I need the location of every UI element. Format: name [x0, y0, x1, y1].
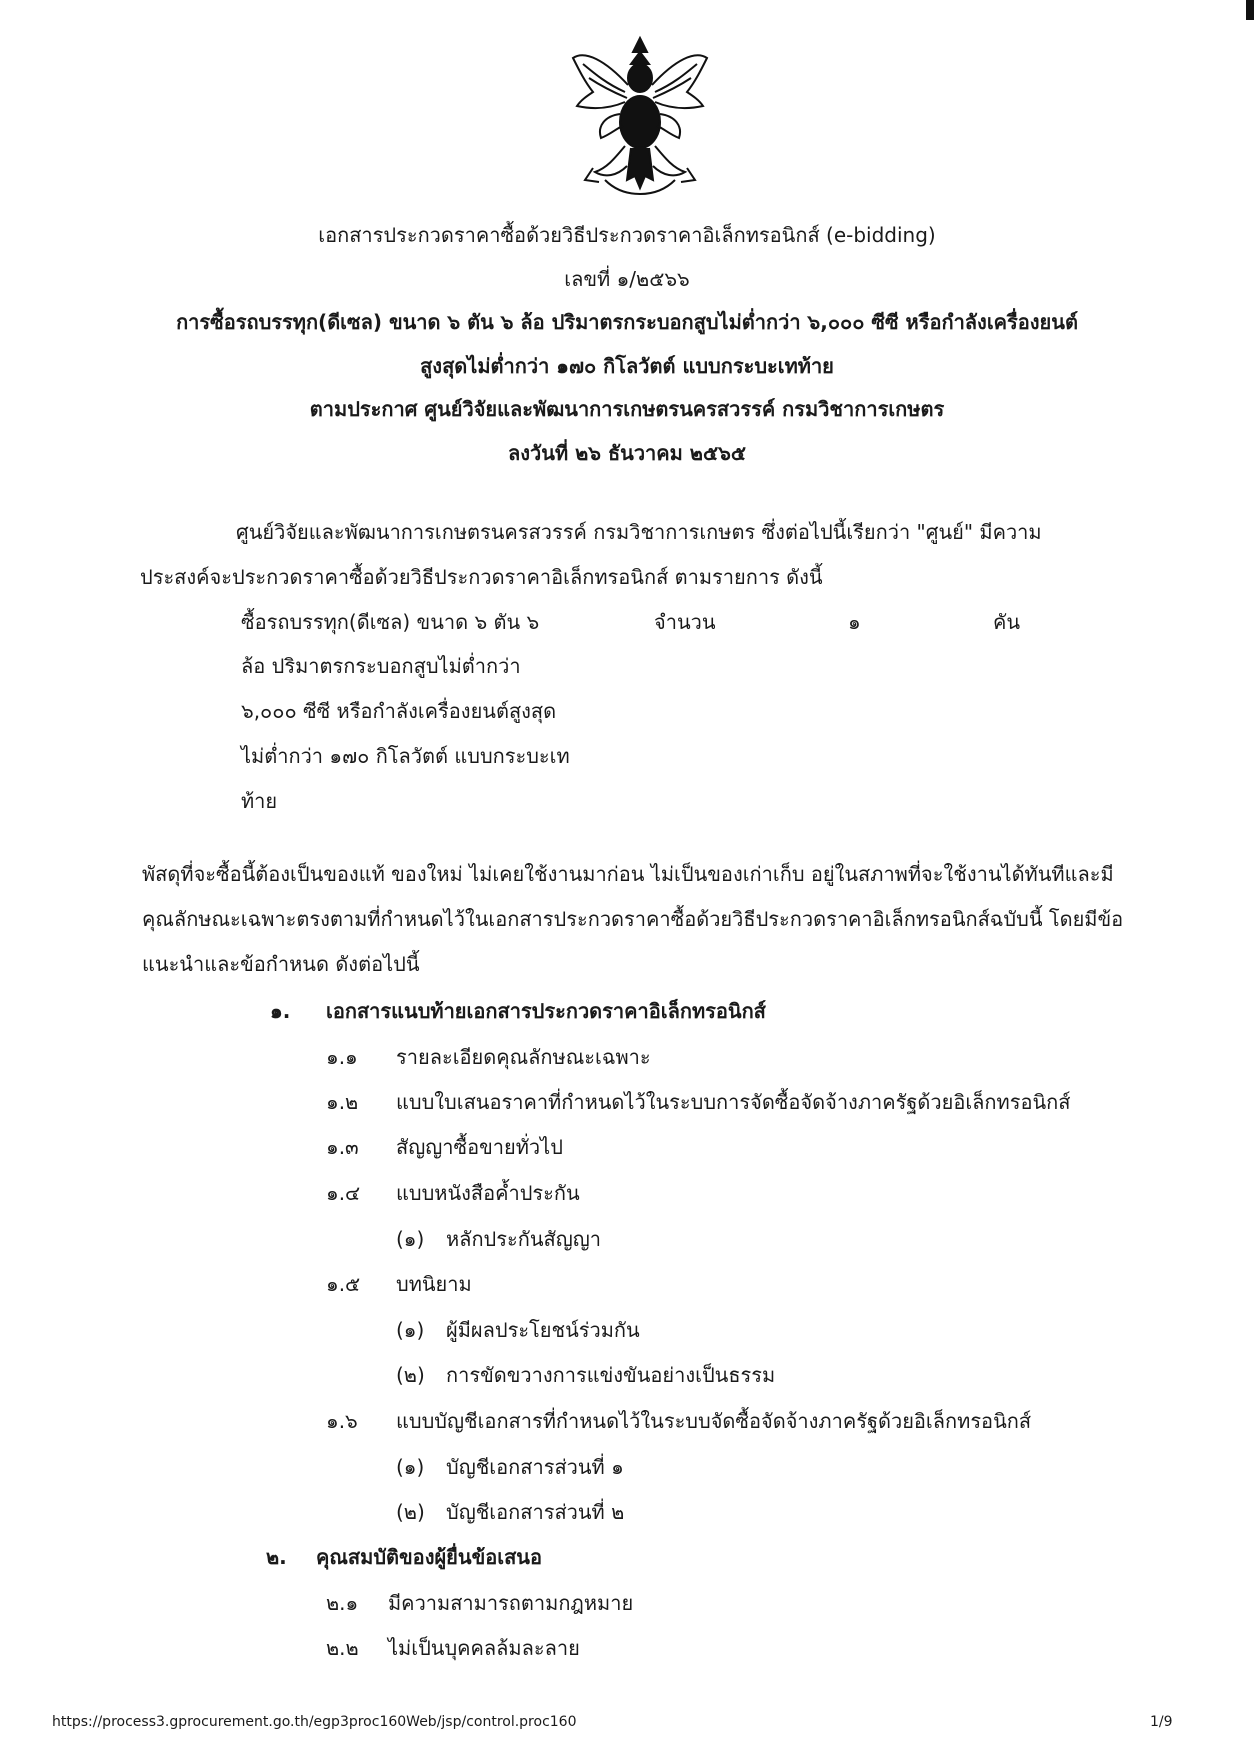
intro-line-2: ประสงค์จะประกวดราคาซื้อด้วยวิธีประกวดราคาอิเล็กทรอนิกส์ ตามรายการ ดังนี้ — [140, 565, 823, 589]
subsection-text: แบบใบเสนอราคาที่กำหนดไว้ในระบบการจัดซื้อจัดจ้างภาครัฐด้วยอิเล็กทรอนิกส์ — [396, 1090, 1071, 1114]
subsection-number: ๑.๕ — [326, 1272, 361, 1296]
subsection-text: บทนิยาม — [396, 1272, 472, 1296]
subsection-number: ๒.๒ — [326, 1636, 359, 1660]
sub-item-text: บัญชีเอกสารส่วนที่ ๒ — [446, 1500, 625, 1524]
section-title: คุณสมบัติของผู้ยื่นข้อเสนอ — [316, 1545, 542, 1569]
item-desc-line: ท้าย — [241, 789, 278, 813]
subsection-text: แบบหนังสือค้ำประกัน — [396, 1181, 580, 1205]
section-title: เอกสารแนบท้ายเอกสารประกวดราคาอิเล็กทรอนิกส์ — [326, 999, 766, 1023]
subsection-number: ๒.๑ — [326, 1591, 359, 1615]
item-qty: ๑ — [848, 610, 861, 634]
subject-line-1: การซื้อรถบรรทุก(ดีเซล) ขนาด ๖ ตัน ๖ ล้อ ปริมาตรกระบอกสูบไม่ต่ำกว่า ๖,๐๐๐ ซีซี หรือกำลังเครื่องยนต์ — [176, 310, 1078, 334]
garuda-emblem-icon — [565, 30, 715, 200]
item-desc-line: ซื้อรถบรรทุก(ดีเซล) ขนาด ๖ ตัน ๖ — [241, 610, 540, 634]
sub-item-number: (๑) — [396, 1318, 425, 1342]
subsection-number: ๑.๑ — [326, 1045, 358, 1069]
item-desc-line: ๖,๐๐๐ ซีซี หรือกำลังเครื่องยนต์สูงสุด — [241, 699, 557, 723]
section-number: ๑. — [270, 999, 291, 1023]
sub-item-text: หลักประกันสัญญา — [446, 1227, 602, 1251]
sub-item-text: บัญชีเอกสารส่วนที่ ๑ — [446, 1455, 624, 1479]
item-desc-line: ล้อ ปริมาตรกระบอกสูบไม่ต่ำกว่า — [241, 654, 521, 678]
body-line-2: คุณลักษณะเฉพาะตรงตามที่กำหนดไว้ในเอกสารประกวดราคาซื้อด้วยวิธีประกวดราคาอิเล็กทรอนิกส์ฉบับนี้ โดยมีข้อ — [142, 907, 1124, 931]
sub-item-number: (๑) — [396, 1455, 425, 1479]
subsection-text: แบบบัญชีเอกสารที่กำหนดไว้ในระบบจัดซื้อจัดจ้างภาครัฐด้วยอิเล็กทรอนิกส์ — [396, 1409, 1032, 1433]
document-title: เอกสารประกวดราคาซื้อด้วยวิธีประกวดราคาอิเล็กทรอนิกส์ (e-bidding) — [318, 223, 936, 247]
item-unit: คัน — [993, 610, 1021, 634]
announcement-date: ลงวันที่ ๒๖ ธันวาคม ๒๕๖๕ — [508, 441, 746, 465]
sub-item-text: การขัดขวางการแข่งขันอย่างเป็นธรรม — [446, 1363, 776, 1387]
scan-mark — [1246, 0, 1254, 20]
intro-line-1: ศูนย์วิจัยและพัฒนาการเกษตรนครสวรรค์ กรมวิชาการเกษตร ซึ่งต่อไปนี้เรียกว่า "ศูนย์" มีความ — [236, 520, 1042, 544]
sub-item-number: (๑) — [396, 1227, 425, 1251]
footer-url: https://process3.gprocurement.go.th/egp3proc160Web/jsp/control.proc160 — [52, 1714, 577, 1730]
item-qty-label: จำนวน — [654, 610, 716, 634]
subsection-text: มีความสามารถตามกฎหมาย — [388, 1591, 634, 1615]
subsection-text: รายละเอียดคุณลักษณะเฉพาะ — [396, 1045, 651, 1069]
subject-line-2: สูงสุดไม่ต่ำกว่า ๑๗๐ กิโลวัตต์ แบบกระบะเทท้าย — [420, 354, 834, 378]
subsection-number: ๑.๓ — [326, 1135, 359, 1159]
subsection-text: สัญญาซื้อขายทั่วไป — [396, 1135, 563, 1159]
sub-item-text: ผู้มีผลประโยชน์ร่วมกัน — [446, 1318, 640, 1342]
announcement-line: ตามประกาศ ศูนย์วิจัยและพัฒนาการเกษตรนครสวรรค์ กรมวิชาการเกษตร — [309, 397, 945, 421]
subsection-number: ๑.๖ — [326, 1409, 358, 1433]
sub-item-number: (๒) — [396, 1500, 425, 1524]
subsection-text: ไม่เป็นบุคคลล้มละลาย — [388, 1636, 580, 1660]
sub-item-number: (๒) — [396, 1363, 425, 1387]
document-number: เลขที่ ๑/๒๕๖๖ — [564, 267, 690, 291]
page-number: 1/9 — [1150, 1714, 1173, 1730]
item-desc-line: ไม่ต่ำกว่า ๑๗๐ กิโลวัตต์ แบบกระบะเท — [241, 744, 570, 768]
subsection-number: ๑.๒ — [326, 1090, 359, 1114]
body-line-1: พัสดุที่จะซื้อนี้ต้องเป็นของแท้ ของใหม่ ไม่เคยใช้งานมาก่อน ไม่เป็นของเก่าเก็บ อยู่ในสภาพที่จะใช้งานได้ทันทีและมี — [142, 862, 1114, 886]
body-line-3: แนะนำและข้อกำหนด ดังต่อไปนี้ — [142, 952, 420, 976]
section-number: ๒. — [266, 1545, 287, 1569]
subsection-number: ๑.๔ — [326, 1181, 361, 1205]
